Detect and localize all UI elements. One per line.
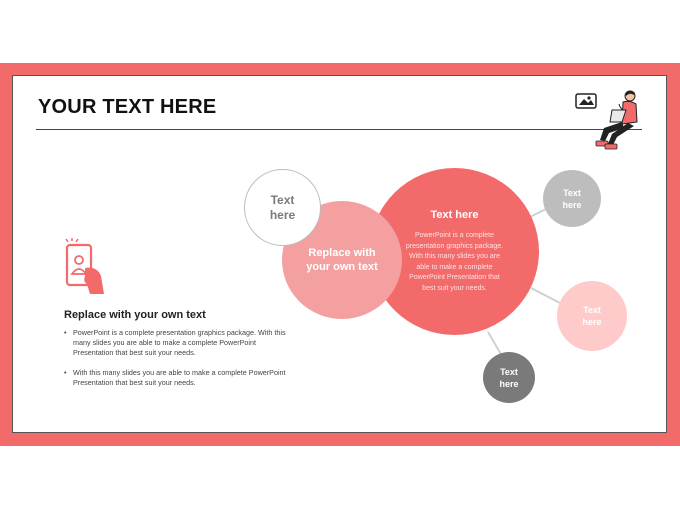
right-circle-line2: here [582,317,602,327]
right-circle [557,281,627,351]
bottom-circle-line1: Text [500,366,518,377]
bullet-item: • With this many slides you are able to make a complete PowerPoint Presentation that best suit your needs. [64,368,294,388]
top-right-circle-line2: here [562,199,582,210]
top-right-circle [543,170,601,227]
slide-title: YOUR TEXT HERE [38,96,217,118]
section-subtitle: Replace with your own text [64,309,206,321]
outline-circle-line2: here [269,207,296,222]
bottom-circle [483,352,535,403]
main-circle-body: PowerPoint is a complete presentation graphics package. With this many slides you are able to make a complete PowerPoint Presentation that best suit your needs. [405,232,504,292]
outline-circle [244,169,321,246]
right-circle-line1: Text [583,305,601,315]
bullet-item: • PowerPoint is a complete presentation graphics package. With this many slides you are able to make a complete PowerPoint Presentation that best suit your needs. [64,328,294,358]
replace-circle-line1: Replace with [308,247,376,259]
main-circle-heading: Text here [430,209,479,221]
top-right-circle-line1: Text [563,187,581,198]
bottom-circle-line2: here [499,378,519,389]
replace-circle-line2: your own text [306,261,378,273]
outline-circle-line1: Text [270,192,295,207]
